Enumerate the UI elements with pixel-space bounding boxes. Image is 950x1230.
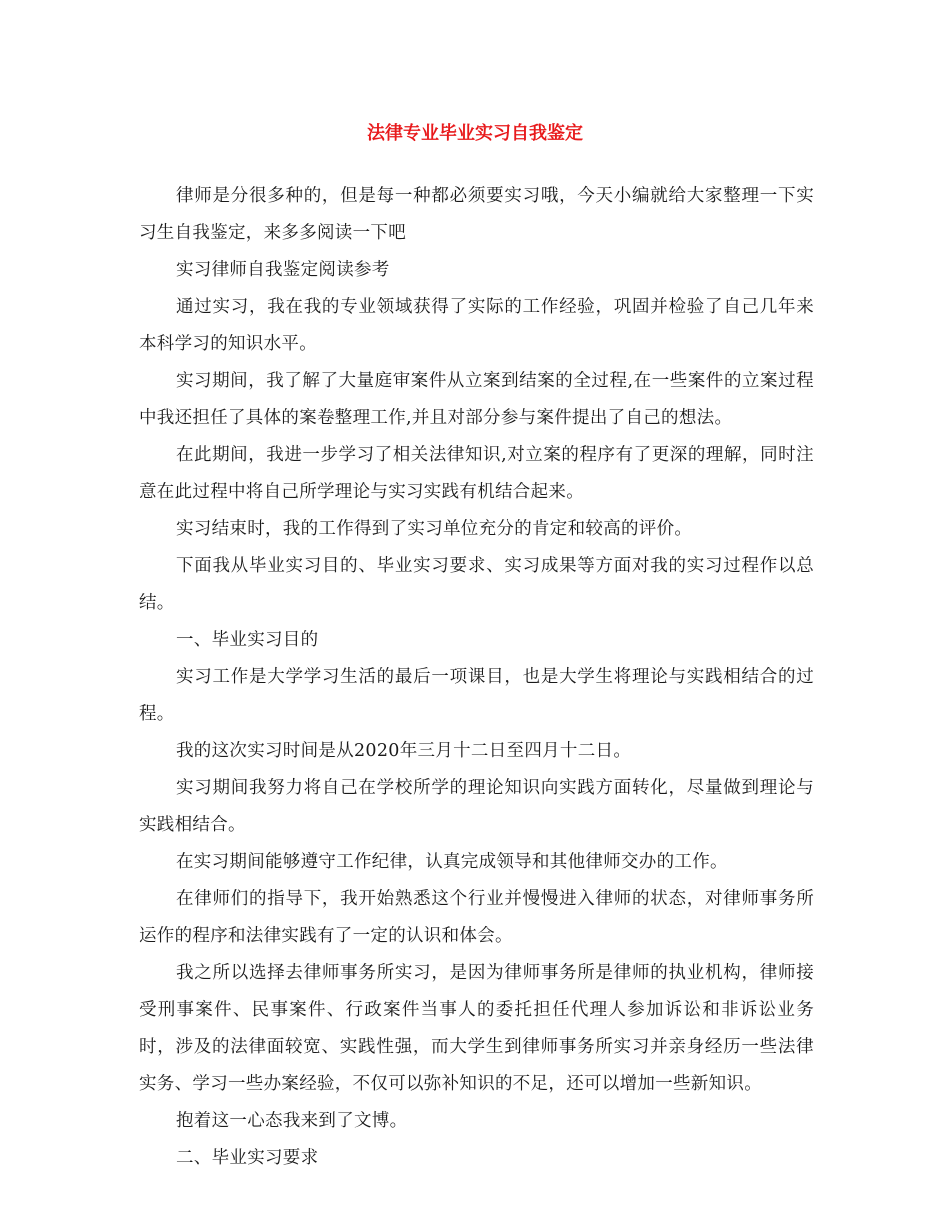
paragraph: 实习期间我努力将自己在学校所学的理论知识向实践方面转化，尽量做到理论与实践相结合。 (139, 778, 814, 835)
paragraph: 实习工作是大学学习生活的最后一项课目，也是大学生将理论与实践相结合的过程。 (139, 667, 814, 724)
paragraph: 抱着这一心态我来到了文博。 (176, 1111, 408, 1131)
paragraph: 实习结束时，我的工作得到了实习单位充分的肯定和较高的评价。 (176, 519, 693, 539)
paragraph: 我之所以选择去律师事务所实习，是因为律师事务所是律师的执业机构，律师接受刑事案件、民事案件、行政案件当事人的委托担任代理人参加诉讼和非诉讼业务时，涉及的法律面较宽、实践性强，而大学生到律师事务所实习并亲身经历一些法律实务、学习一些办案经验，不仅可以弥补知识的不足，还可以增加一些新知识。 (139, 963, 814, 1094)
document-title: 法律专业毕业实习自我鉴定 (367, 123, 583, 144)
paragraph: 在实习期间能够遵守工作纪律，认真完成领导和其他律师交办的工作。 (176, 852, 728, 872)
document-body (139, 178, 814, 1177)
paragraph: 在此期间，我进一步学习了相关法律知识,对立案的程序有了更深的理解，同时注意在此过程中将自己所学理论与实习实践有机结合起来。 (139, 445, 814, 502)
paragraph: 我的这次实习时间是从2020年三月十二日至四月十二日。 (176, 741, 632, 761)
paragraph: 在律师们的指导下，我开始熟悉这个行业并慢慢进入律师的状态，对律师事务所运作的程序和法律实践有了一定的认识和体会。 (139, 889, 814, 946)
paragraph: 通过实习，我在我的专业领域获得了实际的工作经验，巩固并检验了自己几年来本科学习的知识水平。 (139, 297, 814, 354)
paragraph: 律师是分很多种的，但是每一种都必须要实习哦，今天小编就给大家整理一下实习生自我鉴定，来多多阅读一下吧 (139, 186, 814, 243)
section-heading: 一、毕业实习目的 (176, 630, 319, 650)
section-heading: 二、毕业实习要求 (176, 1148, 319, 1168)
paragraph: 实习期间，我了解了大量庭审案件从立案到结案的全过程,在一些案件的立案过程中我还担任了具体的案卷整理工作,并且对部分参与案件提出了自己的想法。 (139, 371, 814, 428)
paragraph: 实习律师自我鉴定阅读参考 (176, 260, 390, 280)
paragraph: 下面我从毕业实习目的、毕业实习要求、实习成果等方面对我的实习过程作以总结。 (139, 556, 814, 613)
